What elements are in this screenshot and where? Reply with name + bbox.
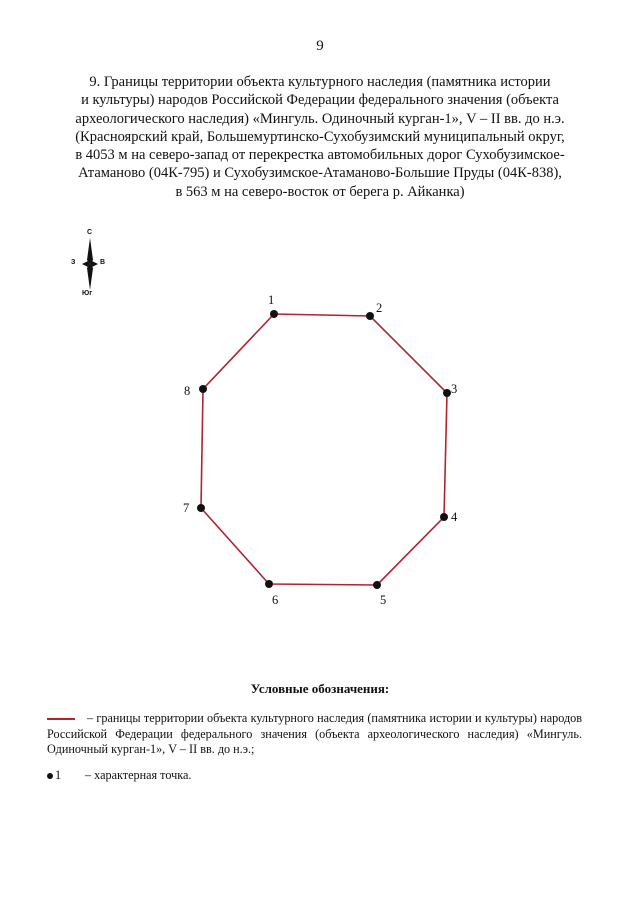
compass-east-label: В — [100, 259, 106, 266]
point-label: 8 — [184, 384, 191, 398]
title-line: Атаманово (04К-795) и Сухобузимское-Атаманово-Большие Пруды (04К-838), — [78, 165, 562, 182]
title-line: (Красноярский край, Большемуртинско-Сухобузимский муниципальный округ, — [75, 128, 565, 145]
compass-north-label: С — [87, 229, 93, 236]
legend-point-text: – характерная точка. — [85, 768, 192, 782]
title-line: в 563 м на северо-восток от берега р. Айканка) — [175, 183, 465, 200]
point-marker — [270, 310, 278, 318]
legend-point-item — [47, 767, 191, 783]
point-marker — [197, 504, 205, 512]
legend-point-marker — [47, 773, 53, 779]
page-number: 9 — [316, 38, 324, 54]
boundary-polygon — [201, 314, 447, 585]
point-label: 6 — [272, 593, 279, 607]
point-marker — [366, 312, 374, 320]
characteristic-point-1 — [268, 293, 278, 318]
legend-boundary-text: – границы территории объекта культурного наследия (памятника истории и культуры) народов Российской Федерации федерального значения (объекта археологического наследия) «Мингуль. Одиночный курган-1», V – II вв. до н.э.; — [47, 711, 582, 756]
legend-boundary-item — [47, 711, 582, 758]
title-line: в 4053 м на северо-запад от перекрестка автомобильных дорог Сухобузимское- — [75, 147, 565, 164]
legend-point-sample: 1 — [55, 768, 62, 782]
characteristic-point-3 — [443, 382, 457, 397]
point-label: 5 — [380, 593, 387, 607]
point-marker — [440, 513, 448, 521]
point-marker — [443, 389, 451, 397]
legend-boundary-swatch — [47, 718, 75, 720]
legend-heading: Условные обозначения: — [250, 681, 390, 696]
characteristic-point-2 — [366, 301, 382, 320]
point-marker — [265, 580, 273, 588]
point-label: 1 — [268, 293, 275, 307]
point-label: 4 — [451, 510, 458, 524]
point-label: 3 — [451, 382, 458, 396]
compass-south-label: Юг — [82, 290, 93, 297]
point-marker — [199, 385, 207, 393]
compass-west-label: З — [71, 259, 76, 266]
point-label: 7 — [183, 501, 190, 515]
point-label: 2 — [376, 301, 383, 315]
characteristic-point-4 — [440, 510, 458, 524]
title-line: 9. Границы территории объекта культурного наследия (памятника истории — [89, 74, 551, 90]
characteristic-point-5 — [373, 581, 386, 607]
title-line: археологического наследия) «Мингуль. Одиночный курган-1», V – II вв. до н.э. — [75, 110, 565, 127]
point-marker — [373, 581, 381, 589]
title-line: и культуры) народов Российской Федерации федерального значения (объекта — [81, 92, 559, 109]
